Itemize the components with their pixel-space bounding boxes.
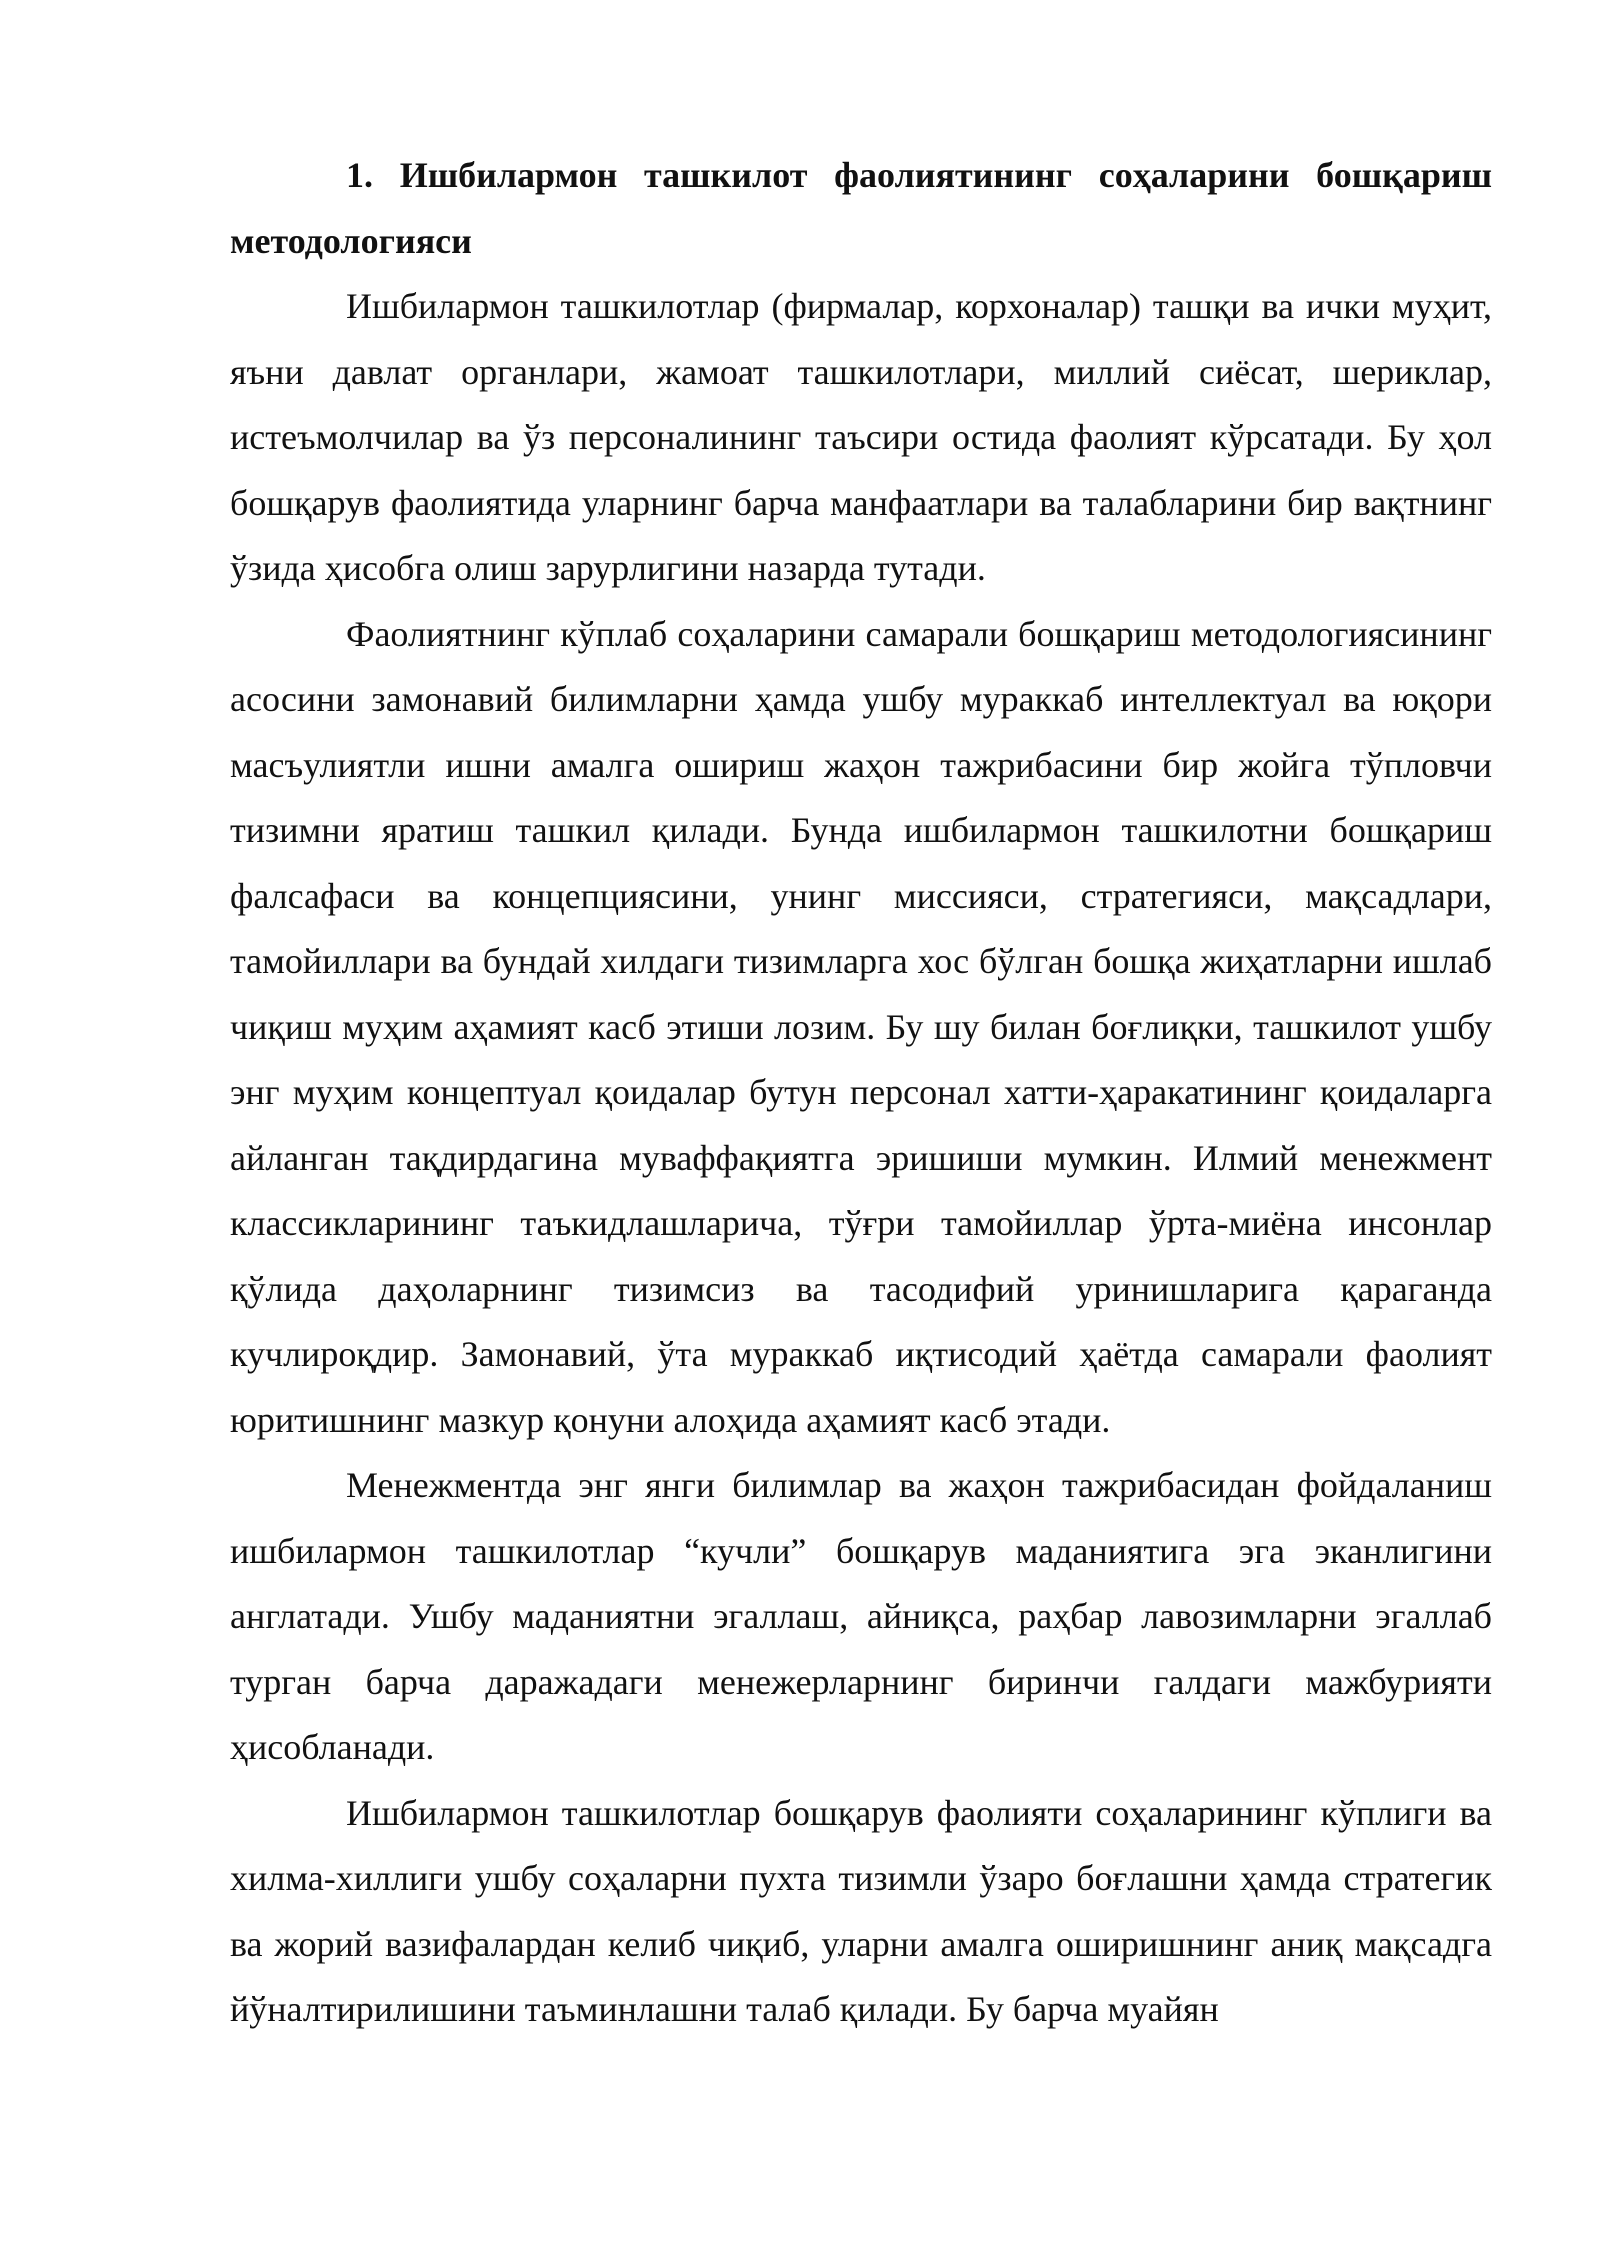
paragraph-3: Менежментда энг янги билимлар ва жаҳон тажрибасидан фойдаланиш ишбилармон ташкилотлар “кучли” бошқарув маданиятига эга эканлигини англатади. Ушбу маданиятни эгаллаш, айниқса, раҳбар лавозимларни эгаллаб турган барча даражадаги менежерларнинг биринчи галдаги мажбурияти ҳисобланади.: [230, 1465, 1492, 1767]
section-heading: 1. Ишбилармон ташкилот фаолиятининг соҳаларини бошқариш методологияси: [230, 155, 1492, 261]
document-body: [230, 143, 1492, 2043]
paragraph-1: Ишбилармон ташкилотлар (фирмалар, корхоналар) ташқи ва ички муҳит, яъни давлат органлари, жамоат ташкилотлари, миллий сиёсат, шериклар, истеъмолчилар ва ўз персоналининг таъсири остида фаолият кўрсатади. Бу ҳол бошқарув фаолиятида уларнинг барча манфаатлари ва талабларини бир вақтнинг ўзида ҳисобга олиш зарурлигини назарда тутади.: [230, 286, 1492, 588]
paragraph-2: Фаолиятнинг кўплаб соҳаларини самарали бошқариш методологиясининг асосини замонавий билимларни ҳамда ушбу мураккаб интеллектуал ва юқори масъулиятли ишни амалга ошириш жаҳон тажрибасини бир жойга тўпловчи тизимни яратиш ташкил қилади. Бунда ишбилармон ташкилотни бошқариш фалсафаси ва концепциясини, унинг миссияси, стратегияси, мақсадлари, тамойиллари ва бундай хилдаги тизимларга хос бўлган бошқа жиҳатларни ишлаб чиқиш муҳим аҳамият касб этиши лозим. Бу шу билан боғлиқки, ташкилот ушбу энг муҳим концептуал қоидалар бутун персонал хатти-ҳаракатининг қоидаларга айланган тақдирдагина муваффақиятга эришиши мумкин. Илмий менежмент классикларининг таъкидлашларича, тўғри тамойиллар ўрта-миёна инсонлар қўлида даҳоларнинг тизимсиз ва тасодифий уринишларига қараганда кучлироқдир. Замонавий, ўта мураккаб иқтисодий ҳаётда самарали фаолият юритишнинг мазкур қонуни алоҳида аҳамият касб этади.: [230, 613, 1492, 1440]
paragraph-4: Ишбилармон ташкилотлар бошқарув фаолияти соҳаларининг кўплиги ва хилма-хиллиги ушбу соҳаларни пухта тизимли ўзаро боғлашни ҳамда стратегик ва жорий вазифалардан келиб чиқиб, уларни амалга оширишнинг аниқ мақсадга йўналтирилишини таъминлашни талаб қилади. Бу барча муайян: [230, 1792, 1492, 2029]
